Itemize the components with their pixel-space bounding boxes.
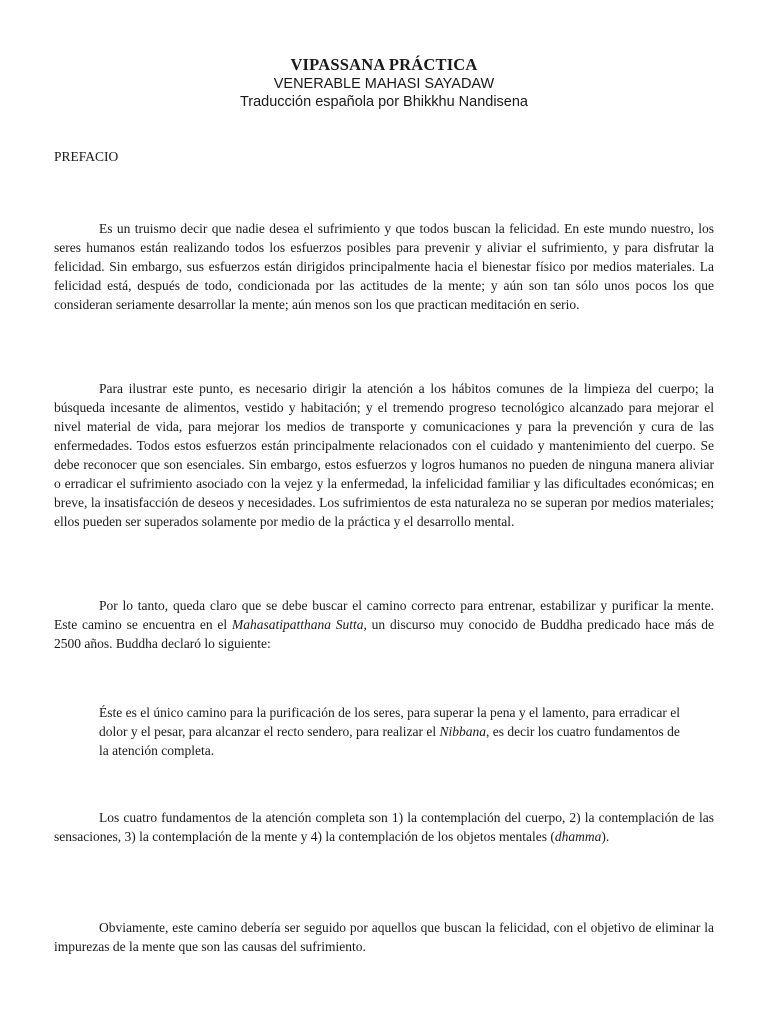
- paragraph-4-text-before: Los cuatro fundamentos de la atención completa son 1) la contemplación del cuerpo, 2) la contemplación de las sensaciones, 3) la contemplación de la mente y 4) la contemplación de los objetos mentales (: [54, 810, 714, 844]
- section-heading: PREFACIO: [54, 149, 119, 164]
- document-title: VIPASSANA PRÁCTICA: [290, 55, 478, 74]
- quotation-block: [99, 703, 684, 760]
- document-translator: Traducción española por Bhikkhu Nandisena: [239, 94, 529, 110]
- paragraph-4: [54, 808, 714, 846]
- paragraph-4-text-after: ).: [601, 829, 610, 844]
- paragraph-4-italic-term: dhamma: [554, 829, 602, 844]
- paragraph-3: [54, 596, 714, 653]
- paragraph-5: Obviamente, este camino debería ser seguido por aquellos que buscan la felicidad, con el objetivo de eliminar la impurezas de la mente que son las causas del sufrimiento.: [54, 920, 714, 954]
- quotation-text-before: Éste es el único camino para la purificación de los seres, para superar la pena y el lamento, para erradicar el dolor y el pesar, para alcanzar el recto sendero, para realizar el: [99, 705, 680, 739]
- paragraph-2: Para ilustrar este punto, es necesario dirigir la atención a los hábitos comunes de la limpieza del cuerpo; la búsqueda incesante de alimentos, vestido y habitación; y el tremendo progreso tecnológico alcanzado para mejorar el nivel material de vida, para mejorar los medios de transporte y comunicaciones y para la prevención y cura de las enfermedades. Todos estos esfuerzos están principalmente relacionados con el cuidado y mantenimiento del cuerpo. Se debe reconocer que son esenciales. Sin embargo, estos esfuerzos y logros humanos no pueden de ninguna manera aliviar o erradicar el sufrimiento asociado con la vejez y la enfermedad, la infelicidad familiar y las dificultades económicas; en breve, la insatisfacción de deseos y necesidades. Los sufrimientos de esta naturaleza no se superan por medios materiales; ellos pueden ser superados solamente por medio de la práctica y el desarrollo mental.: [54, 381, 714, 529]
- document-author: VENERABLE MAHASI SAYADAW: [273, 76, 495, 92]
- quotation-text-after: , es decir los cuatro fundamentos de la atención completa.: [99, 724, 680, 758]
- paragraph-3-text-before: Por lo tanto, queda claro que se debe buscar el camino correcto para entrenar, estabilizar y purificar la mente. Este camino se encuentra en el: [54, 598, 714, 632]
- paragraph-1: Es un truismo decir que nadie desea el sufrimiento y que todos buscan la felicidad. En este mundo nuestro, los seres humanos están realizando todos los esfuerzos posibles para prevenir y aliviar el sufrimiento, y para disfrutar la felicidad. Sin embargo, sus esfuerzos están dirigidos principalmente hacia el bienestar físico por medios materiales. La felicidad está, después de todo, condicionada por las actitudes de la mente; y aún son tan sólo unos pocos los que consideran seriamente desarrollar la mente; aún menos son los que practican meditación en serio.: [54, 221, 714, 312]
- paragraph-3-text-after: , un discurso muy conocido de Buddha predicado hace más de 2500 años. Buddha declaró lo siguiente:: [54, 617, 714, 651]
- document-page: [54, 0, 714, 1024]
- paragraph-3-italic-term: Mahasatipatthana Sutta: [231, 617, 364, 632]
- quotation-italic-term: Nibbana: [439, 724, 487, 739]
